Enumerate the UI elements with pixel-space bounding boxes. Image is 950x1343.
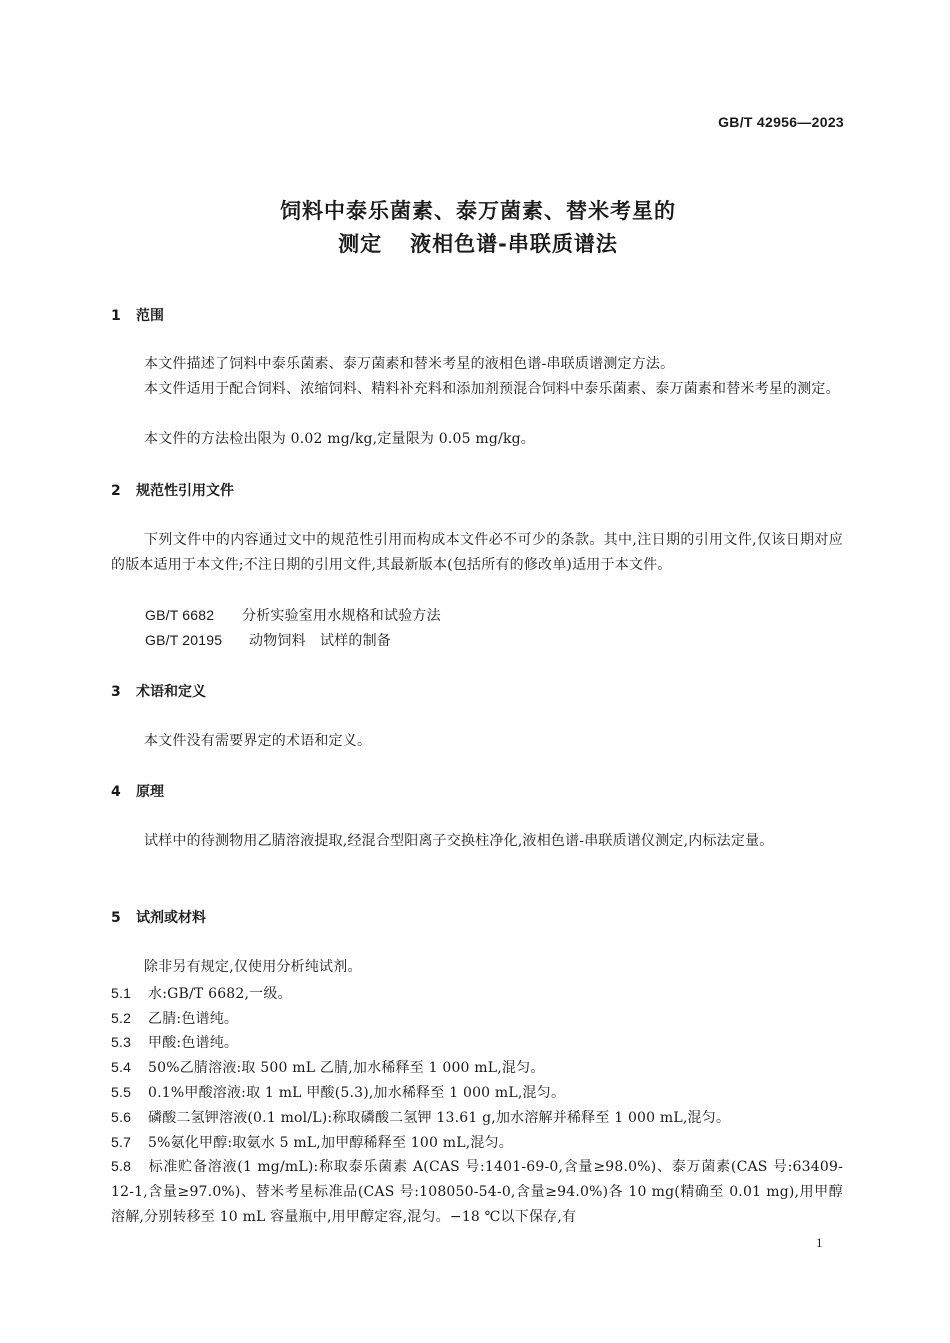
- item-number: 5.1: [111, 985, 132, 1001]
- item-number: 5.5: [111, 1084, 132, 1100]
- item-number: 5.4: [111, 1059, 132, 1075]
- item-number: 5.7: [111, 1134, 132, 1150]
- reference-name: 分析实验室用水规格和试验方法: [242, 608, 441, 624]
- section-2-heading: [111, 480, 234, 500]
- section-title: 原理: [136, 784, 164, 800]
- reagent-item: [111, 1154, 843, 1230]
- reference-name: 动物饲料 试样的制备: [249, 633, 391, 649]
- item-text: 5%氨化甲醇:取氨水 5 mL,加甲醇稀释至 100 mL,混匀。: [148, 1135, 514, 1151]
- item-number: 5.6: [111, 1109, 132, 1125]
- reagent-item: [111, 1132, 513, 1152]
- item-text: 50%乙腈溶液:取 500 mL 乙腈,加水稀释至 1 000 mL,混匀。: [148, 1060, 545, 1076]
- section-number: 3: [111, 684, 121, 700]
- item-text: 标准贮备溶液(1 mg/mL):称取泰乐菌素 A(CAS 号:1401-69-0,含量≥98.0%)、泰万菌素(CAS 号:63409-12-1,含量≥97.0%)、替米考星标准品(CAS 号:108050-54-0,含量≥94.0%)各 10 mg(精确至 0.01 mg),用甲醇溶解,分别转移至 10 mL 容量瓶中,用甲醇定容,混匀。−18 ℃以下保存,有: [111, 1159, 843, 1225]
- reference-code: GB/T 20195: [145, 632, 223, 648]
- item-text: 0.1%甲酸溶液:取 1 mL 甲酸(5.3),加水稀释至 1 000 mL,混匀。: [148, 1085, 566, 1101]
- section-1-heading: [111, 305, 164, 325]
- section-4-heading: [111, 781, 164, 801]
- item-text: 磷酸二氢钾溶液(0.1 mol/L):称取磷酸二氢钾 13.61 g,加水溶解并稀释至 1 000 mL,混匀。: [148, 1110, 731, 1126]
- section-1-para-1: 本文件描述了饲料中泰乐菌素、泰万菌素和替米考星的液相色谱-串联质谱测定方法。: [144, 356, 675, 372]
- section-number: 5: [111, 910, 121, 926]
- section-3-para-1: 本文件没有需要界定的术语和定义。: [144, 733, 372, 749]
- title-part-b: 液相色谱-串联质谱法: [410, 232, 618, 256]
- page-number: 1: [816, 1235, 823, 1250]
- item-text: 水:GB/T 6682,一级。: [148, 986, 292, 1002]
- document-title-line2: [3, 228, 950, 258]
- document-title-line1: 饲料中泰乐菌素、泰万菌素、替米考星的: [280, 199, 676, 223]
- reagent-item: [111, 1082, 565, 1102]
- section-2-para-1: 下列文件中的内容通过文中的规范性引用而构成本文件必不可少的条款。其中,注日期的引用文件,仅该日期对应的版本适用于本文件;不注日期的引用文件,其最新版本(包括所有的修改单)适用于本文件。: [111, 532, 843, 573]
- reagent-item: [111, 1057, 545, 1077]
- item-number: 5.2: [111, 1010, 132, 1026]
- section-1-para-3: 本文件的方法检出限为 0.02 mg/kg,定量限为 0.05 mg/kg。: [144, 431, 535, 447]
- section-5-heading: [111, 907, 206, 927]
- item-number: 5.3: [111, 1034, 132, 1050]
- section-number: 2: [111, 483, 121, 499]
- reagent-item: [111, 1032, 238, 1052]
- item-text: 乙腈:色谱纯。: [148, 1011, 239, 1027]
- section-title: 术语和定义: [136, 684, 206, 700]
- normative-reference: [145, 630, 391, 650]
- reagent-item: [111, 1008, 238, 1028]
- section-title: 规范性引用文件: [136, 483, 234, 499]
- item-number: 5.8: [111, 1158, 132, 1174]
- title-part-a: 测定: [338, 232, 383, 256]
- section-1-para-2: 本文件适用于配合饲料、浓缩饲料、精料补充料和添加剂预混合饲料中泰乐菌素、泰万菌素和替米考星的测定。: [144, 381, 840, 397]
- section-title: 范围: [136, 308, 164, 324]
- section-3-heading: [111, 681, 206, 701]
- normative-reference: [145, 605, 441, 625]
- standard-code: GB/T 42956—2023: [718, 114, 844, 130]
- section-5-intro: 除非另有规定,仅使用分析纯试剂。: [144, 959, 362, 975]
- item-text: 甲酸:色谱纯。: [148, 1035, 239, 1051]
- section-4-para-1: 试样中的待测物用乙腈溶液提取,经混合型阳离子交换柱净化,液相色谱-串联质谱仪测定,内标法定量。: [144, 833, 774, 849]
- reference-code: GB/T 6682: [145, 607, 215, 623]
- section-number: 1: [111, 308, 121, 324]
- section-number: 4: [111, 784, 121, 800]
- section-title: 试剂或材料: [136, 910, 206, 926]
- reagent-item: [111, 1107, 730, 1127]
- reagent-item: [111, 983, 292, 1003]
